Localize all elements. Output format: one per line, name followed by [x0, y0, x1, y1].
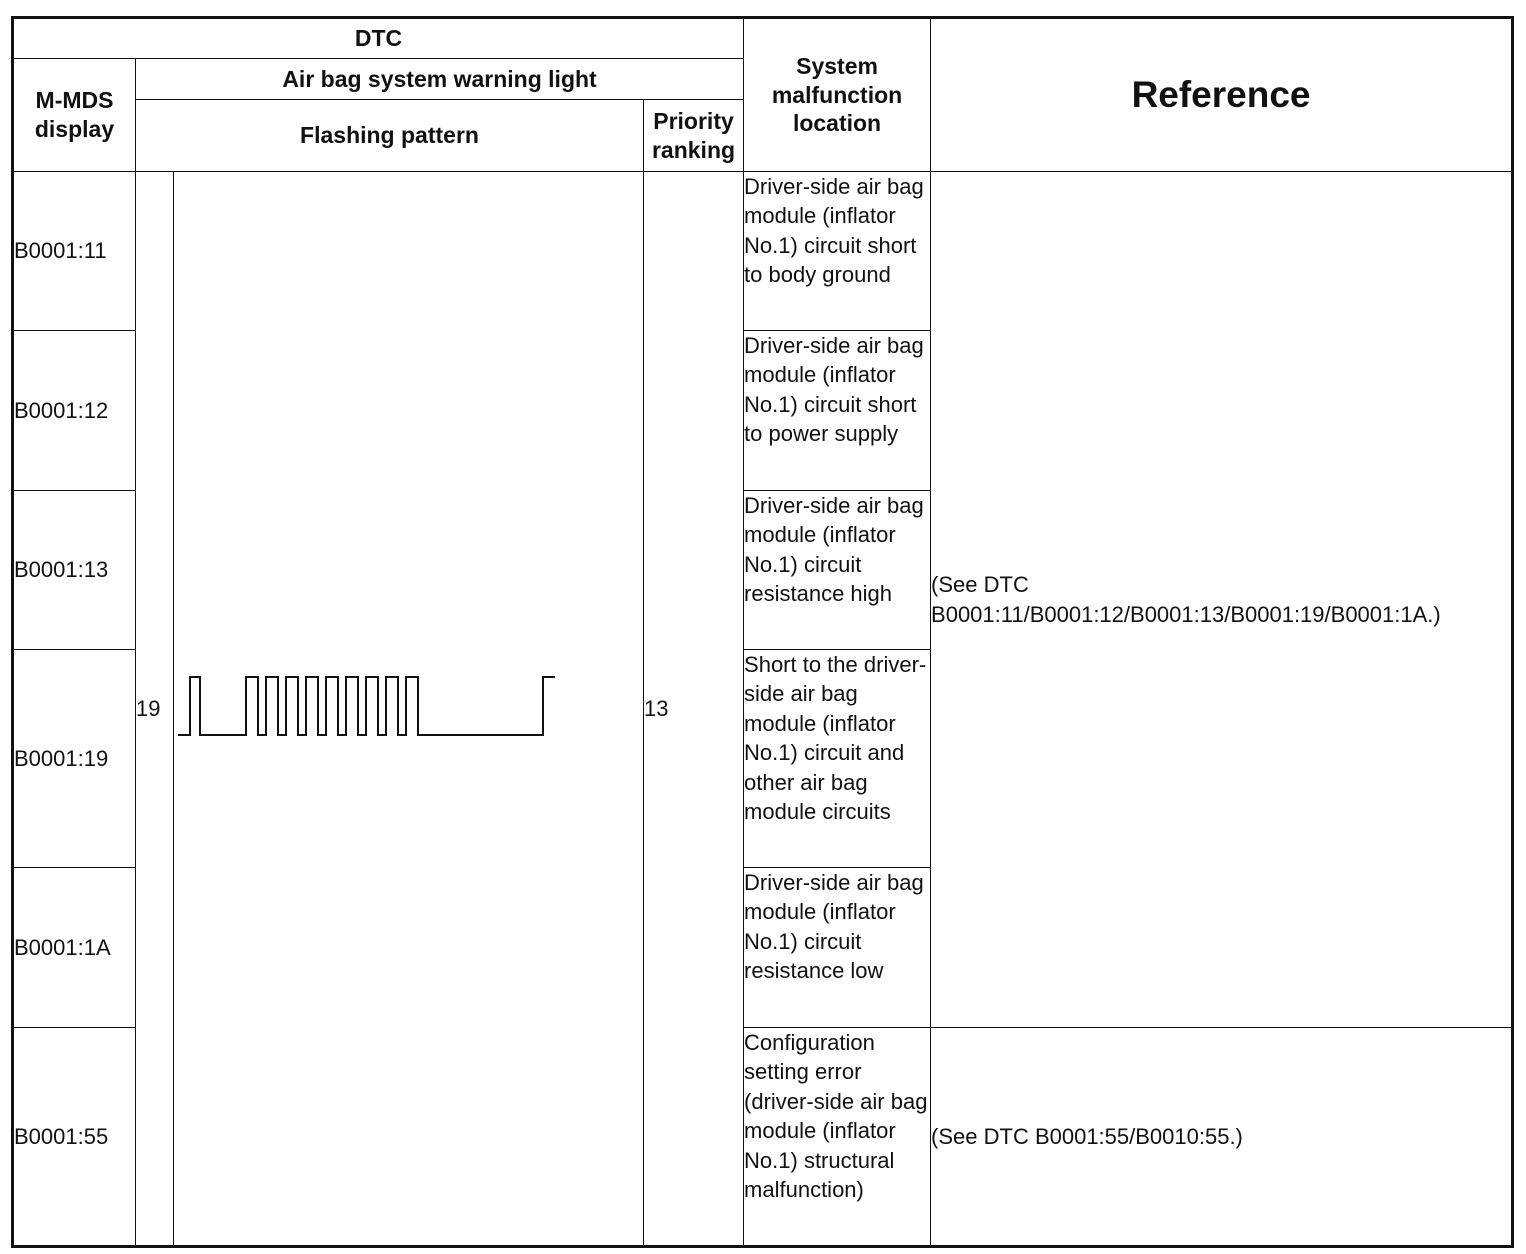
malfunction-location: Driver-side air bag module (inflator No.1) circuit short to body ground: [744, 172, 931, 331]
flashing-pattern-cell: [174, 172, 644, 1247]
malfunction-location: Short to the driver-side air bag module (inflator No.1) circuit and other air bag module circuits: [744, 650, 931, 868]
reference-text: (See DTC B0001:11/B0001:12/B0001:13/B0001:19/B0001:1A.): [931, 172, 1513, 1028]
table-row: [13, 172, 1513, 331]
malfunction-location-header: System malfunction location: [744, 18, 931, 172]
malfunction-location: Driver-side air bag module (inflator No.1) circuit short to power supply: [744, 331, 931, 491]
flashing-pattern-waveform: [178, 674, 598, 744]
dtc-code: B0001:11: [13, 172, 136, 331]
dtc-code: B0001:13: [13, 491, 136, 650]
dtc-header: DTC: [13, 18, 744, 59]
priority-ranking: 13: [644, 172, 744, 1247]
reference-header: Reference: [931, 18, 1513, 172]
malfunction-location: Driver-side air bag module (inflator No.1) circuit resistance high: [744, 491, 931, 650]
dtc-code: B0001:19: [13, 650, 136, 868]
malfunction-location: Configuration setting error (driver-side air bag module (inflator No.1) structural malfunction): [744, 1028, 931, 1247]
dtc-table: [11, 16, 1514, 1248]
priority-ranking-header: Priority ranking: [644, 100, 744, 172]
dtc-code: B0001:12: [13, 331, 136, 491]
reference-text: (See DTC B0001:55/B0010:55.): [931, 1028, 1513, 1247]
warning-light-header: Air bag system warning light: [136, 59, 744, 100]
mmds-display-header: M-MDS display: [13, 59, 136, 172]
flash-code: 19: [136, 172, 174, 1247]
dtc-code: B0001:55: [13, 1028, 136, 1247]
malfunction-location: Driver-side air bag module (inflator No.1) circuit resistance low: [744, 868, 931, 1028]
dtc-code: B0001:1A: [13, 868, 136, 1028]
flashing-pattern-header: Flashing pattern: [136, 100, 644, 172]
